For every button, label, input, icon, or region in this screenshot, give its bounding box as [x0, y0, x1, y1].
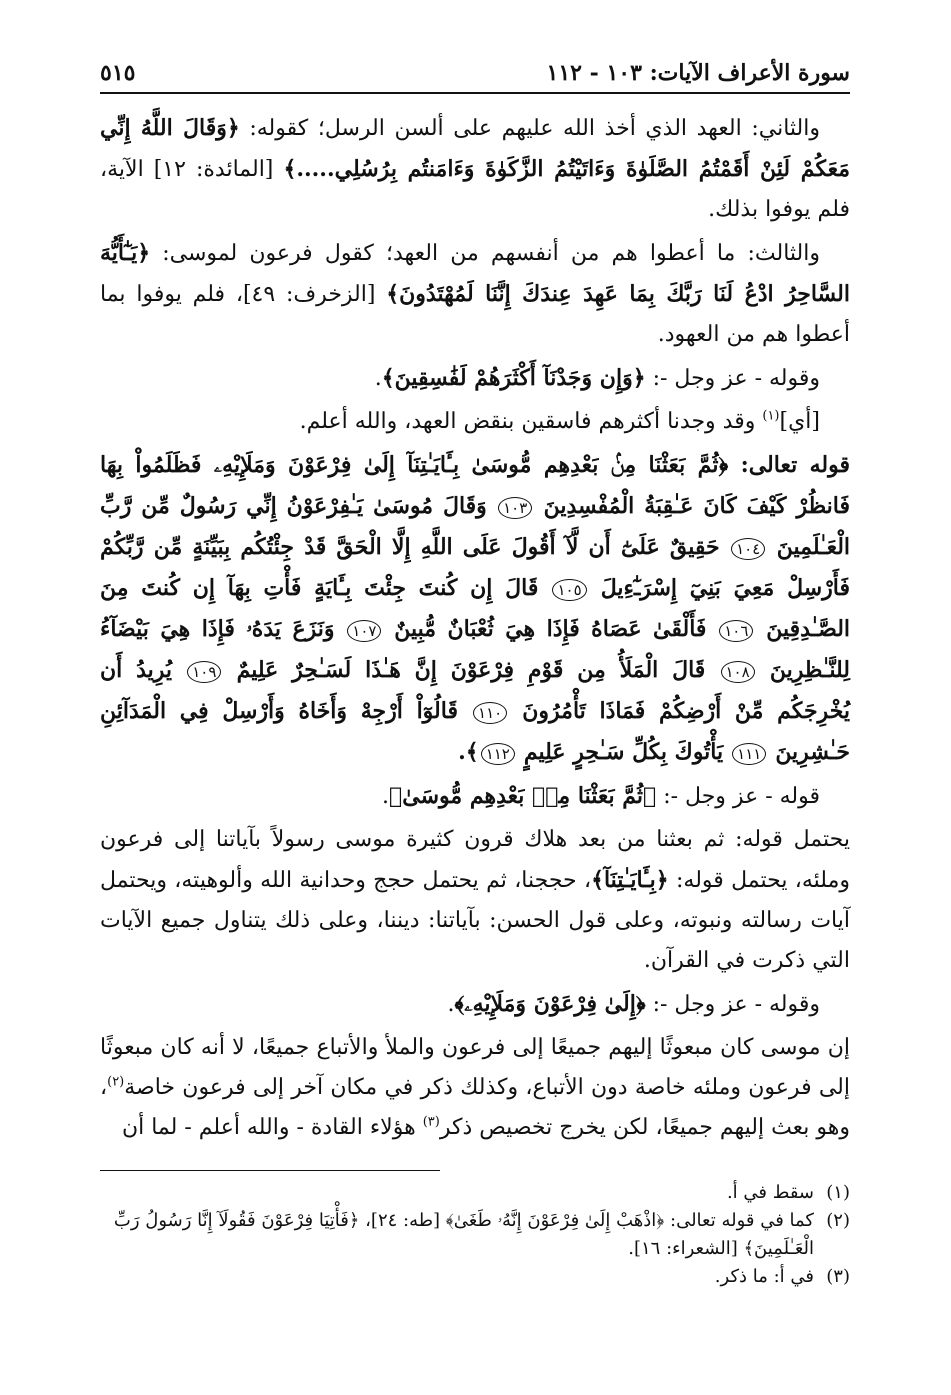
paragraph-text: يحتمل قوله: ثم بعثنا من بعد هلاك قرون كثيرة موسى رسولاً بآياتنا إلى فرعون وملئه، يحتمل قوله: — [100, 827, 850, 893]
paragraph-text: . — [447, 992, 455, 1017]
verse-number: ١٠٩ — [187, 661, 221, 683]
paragraph-text: إن موسى كان مبعوثًا إليهم جميعًا إلى فرعون والملأ والأتباع جميعًا، لا أنه كان مبعوثًا إلى فرعون وملئه خاصة دون الأتباع، وكذلك ذكر في مكان آخر إلى فرعون خاصة — [100, 1035, 850, 1100]
footnotes — [100, 1179, 850, 1291]
quran-quote: ﴿يَـٰٓأَيُّهَ السَّاحِرُ ادْعُ لَنَا رَبَّكَ بِمَا عَهِدَ عِندَكَ إِنَّنَا لَمُهْتَدُونَ﴾ — [100, 240, 850, 307]
verses-block — [100, 445, 850, 773]
paragraph-text: [المائدة: ١٢] الآية، فلم يوفوا بذلك. — [100, 157, 850, 222]
paragraph-second-covenant — [100, 108, 850, 230]
footnote-text: في أ: ما ذكر. — [714, 1266, 814, 1287]
page-header — [100, 50, 850, 94]
verse-number: ١٠٤ — [731, 538, 765, 560]
footnote-item — [100, 1263, 850, 1291]
verse-text: قَالُوٓاْ أَرْجِهْ وَأَخَاهُ وَأَرْسِلْ فِي الْمَدَآئِنِ حَـٰشِرِينَ — [100, 698, 850, 765]
verse-text: ﴿ثُمَّ بَعَثْنَا مِنۢ بَعْدِهِم مُّوسَىٰ بِـَٔايَـٰتِنَآ إِلَىٰ فِرْعَوْنَ وَمَلَإِيْهِۦ فَظَلَمُواْ بِهَا فَانظُرْ كَيْفَ كَانَ عَـٰقِبَةُ الْمُفْسِدِينَ — [100, 452, 850, 519]
verse-text: قَالَ إِن كُنتَ جِئْتَ بِـَٔايَةٍ فَأْتِ بِهَآ إِن كُنتَ مِنَ الصَّـٰدِقِينَ — [100, 575, 851, 642]
paragraph-text: ، وهو بعث إليهم جميعًا، لكن يخرج تخصيص ذكر — [100, 1075, 850, 1140]
paragraph-commentary-4 — [100, 1028, 850, 1148]
footnote-ref: (٢) — [107, 1074, 125, 1090]
paragraph-text: ، حججنا، ثم يحتمل حجج وحدانية الله وألوهيته، ويحتمل آيات رسالته ونبوته، وعلى قول الحسن: بآياتنا: ديننا، وعلى ذلك يتناول جميع الآيات التي ذكرت في القرآن. — [100, 868, 850, 973]
footnote-item — [100, 1179, 850, 1207]
verse-text: يَأْتُوكَ بِكُلِّ سَـٰحِرٍ عَلِيمٍ — [523, 739, 724, 765]
paragraph-note-line — [100, 402, 850, 442]
verse-number: ١٠٧ — [347, 620, 381, 642]
paragraph-text: والثالث: ما أعطوا هم من أنفسهم من العهد؛ كقول فرعون لموسى: — [150, 241, 820, 266]
paragraph-text: . — [382, 784, 390, 809]
quran-quote: ﴿وَقَالَ اللَّهُ إِنِّي مَعَكُمْ لَئِنْ أَقَمْتُمُ الصَّلَوٰةَ وَءَاتَيْتُمُ الزَّكَوٰةَ وَءَامَنتُم بِرُسُلِي.....﴾ — [100, 115, 850, 182]
footnote-number: (٢) — [826, 1210, 850, 1231]
paragraph-text: هؤلاء القادة - والله أعلم - لما أن — [121, 1115, 423, 1140]
paragraph-text: قوله - عز وجل -: — [656, 784, 820, 809]
paragraph-text: وقوله - عز وجل -: — [645, 366, 820, 391]
footnote-separator — [100, 1170, 440, 1171]
paragraph-text: وقوله - عز وجل -: — [645, 992, 820, 1017]
verse-text: يُرِيدُ أَن يُخْرِجَكُم مِّنْ أَرْضِكُمْ فَمَاذَا تَأْمُرُونَ — [100, 657, 851, 724]
verse-text: وَقَالَ مُوسَىٰ يَـٰفِرْعَوْنُ إِنِّي رَسُولٌ مِّن رَّبِّ الْعَـٰلَمِينَ — [100, 493, 851, 560]
paragraph-text: [الزخرف: ٤٩]، فلم يوفوا بما أعطوا هم من العهود. — [100, 282, 850, 347]
quran-quote: ﴿بِـَٔايَـٰتِنَآ﴾ — [591, 867, 669, 893]
footnote-number: (١) — [826, 1182, 850, 1203]
footnote-number: (٣) — [826, 1266, 850, 1287]
verse-text: فَأَلْقَىٰ عَصَاهُ فَإِذَا هِيَ ثُعْبَانٌ مُّبِينٌ — [394, 616, 707, 642]
verse-number: ١٠٦ — [719, 620, 753, 642]
paragraph-text: وقد وجدنا أكثرهم فاسقين بنقض العهد، والله أعلم. — [299, 409, 763, 434]
verse-text: وَنَزَعَ يَدَهُۥ فَإِذَا هِيَ بَيْضَآءُ لِلنَّـٰظِرِينَ — [100, 616, 850, 683]
footnote-item — [100, 1207, 850, 1263]
footnote-text: سقط في أ. — [726, 1182, 814, 1203]
bracket-word: [أي] — [779, 409, 820, 434]
footnote-ref: (١) — [762, 408, 780, 424]
verse-number: ١٠٨ — [721, 661, 755, 683]
verse-number: ١٠٣ — [498, 497, 532, 519]
running-title: سورة الأعراف الآيات: ١٠٣ - ١١٢ — [546, 60, 850, 86]
paragraph-found-most — [100, 358, 850, 399]
page-body — [100, 108, 850, 1148]
verse-text: قَالَ الْمَلَأُ مِن قَوْمِ فِرْعَوْنَ إِنَّ هَـٰذَا لَسَـٰحِرٌ عَلِيمٌ — [236, 657, 706, 683]
paragraph-third-covenant — [100, 233, 850, 355]
quran-quote: ﴿ثُمَّ بَعَثْنَا مِنۢ بَعْدِهِم مُّوسَىٰ﴾ — [389, 783, 657, 809]
quran-quote: ﴿إِلَىٰ فِرْعَوْنَ وَمَلَإِيْهِۦ﴾ — [454, 991, 646, 1017]
paragraph-commentary-1 — [100, 776, 850, 817]
verse-number: ١١٢ — [481, 743, 515, 765]
footnote-ref: (٣) — [422, 1114, 440, 1130]
verse-number: ١١١ — [732, 743, 766, 765]
quran-quote: ﴿وَإِن وَجَدْنَآ أَكْثَرَهُمْ لَفَٰسِقِينَ﴾ — [381, 365, 646, 391]
page-number: ٥١٥ — [100, 60, 136, 86]
verse-number: ١١٠ — [473, 702, 507, 724]
book-page — [100, 50, 850, 1370]
paragraph-commentary-3 — [100, 984, 850, 1025]
verses-end: ﴾. — [458, 739, 479, 765]
paragraph-text: والثاني: العهد الذي أخذ الله عليهم على ألسن الرسل؛ كقوله: — [239, 116, 820, 141]
paragraph-text: . — [374, 366, 382, 391]
verse-number: ١٠٥ — [552, 579, 586, 601]
footnote-text: كما في قوله تعالى: ﴿اذْهَبْ إِلَىٰ فِرْعَوْنَ إِنَّهُۥ طَغَىٰ﴾ [طه: ٢٤]، ﴿فَأْتِيَا فِرْعَوْنَ فَقُولَآ إِنَّا رَسُولُ رَبِّ الْعَـٰلَمِينَ﴾ [الشعراء: ١٦]. — [113, 1210, 814, 1259]
verse-text: حَقِيقٌ عَلَىٰٓ أَن لَّآ أَقُولَ عَلَى اللَّهِ إِلَّا الْحَقَّ قَدْ جِئْتُكُم بِبَيِّنَةٍ مِّن رَّبِّكُمْ فَأَرْسِلْ مَعِيَ بَنِيٓ إِسْرَـٰٓءِيلَ — [100, 534, 851, 601]
verses-label: قوله تعالى: — [728, 452, 850, 478]
paragraph-commentary-2 — [100, 820, 850, 981]
